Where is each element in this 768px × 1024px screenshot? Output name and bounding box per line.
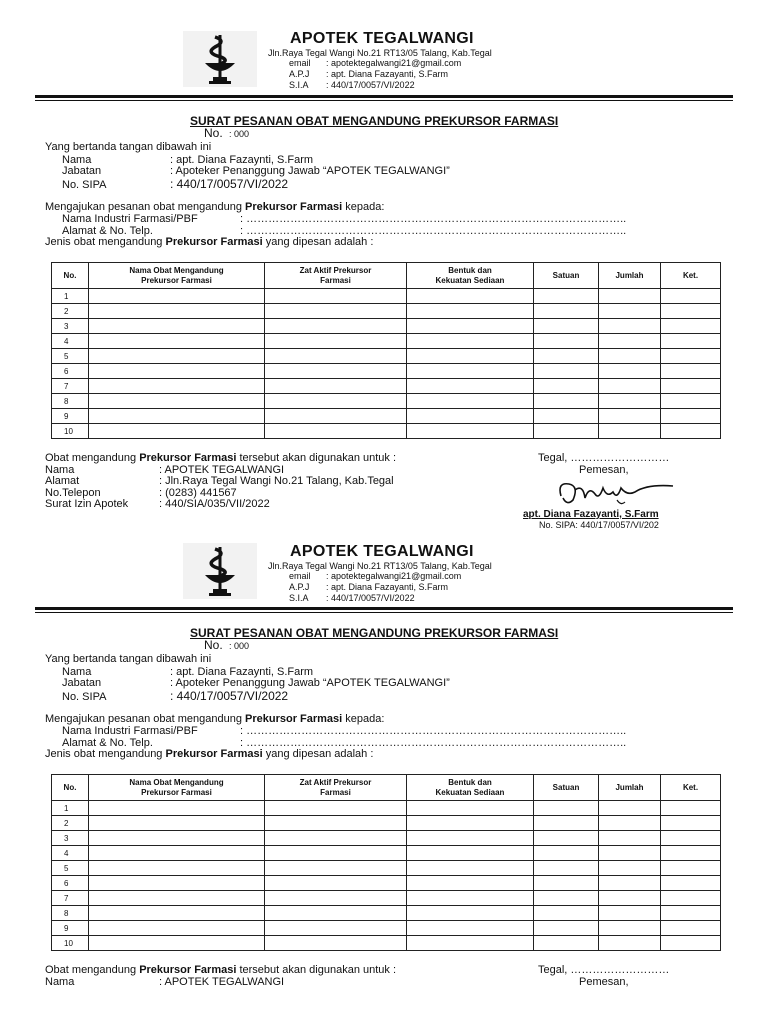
apj-label: A.P.J — [289, 69, 310, 79]
table-cell — [534, 801, 599, 816]
column-header: Jumlah — [599, 263, 661, 289]
table-cell — [265, 876, 407, 891]
alamat-label: Alamat & No. Telp. — [62, 737, 153, 749]
pharmacy-name: APOTEK TEGALWANGI — [290, 543, 474, 560]
row-number: 3 — [52, 831, 89, 846]
table-cell — [407, 831, 534, 846]
table-cell — [599, 319, 661, 334]
row-number: 7 — [52, 891, 89, 906]
footer-telepon-label: No.Telepon — [45, 487, 101, 499]
footer-izin-label: Surat Izin Apotek — [45, 498, 129, 510]
table-cell — [661, 906, 721, 921]
table-cell — [89, 394, 265, 409]
table-cell — [599, 891, 661, 906]
table-cell — [265, 379, 407, 394]
table-row — [52, 846, 721, 861]
table-cell — [534, 424, 599, 439]
table-cell — [661, 921, 721, 936]
email-value: : apotektegalwangi21@gmail.com — [326, 571, 462, 581]
request-text: Mengajukan pesanan obat mengandung Prekursor Farmasi kepada: — [45, 201, 385, 213]
table-cell — [89, 304, 265, 319]
table-cell — [265, 289, 407, 304]
table-row — [52, 424, 721, 439]
table-cell — [599, 921, 661, 936]
header-divider — [35, 607, 733, 610]
column-header: Satuan — [534, 263, 599, 289]
row-number: 8 — [52, 394, 89, 409]
sia-label: S.I.A — [289, 80, 309, 90]
order-items-table — [51, 774, 721, 951]
table-row — [52, 289, 721, 304]
table-cell — [407, 379, 534, 394]
table-cell — [661, 876, 721, 891]
pharmacy-address: Jln.Raya Tegal Wangi No.21 RT13/05 Talang, Kab.Tegal — [268, 48, 492, 58]
table-cell — [599, 861, 661, 876]
nama-value: : apt. Diana Fazaynti, S.Farm — [170, 154, 314, 166]
column-header: Zat Aktif Prekursor Farmasi — [265, 263, 407, 289]
row-number: 5 — [52, 861, 89, 876]
table-cell — [599, 409, 661, 424]
table-cell — [265, 906, 407, 921]
table-header-row — [52, 775, 721, 801]
usage-text: Obat mengandung Prekursor Farmasi tersebut akan digunakan untuk : — [45, 452, 397, 464]
table-row — [52, 394, 721, 409]
row-number: 2 — [52, 304, 89, 319]
table-cell — [265, 394, 407, 409]
table-cell — [265, 304, 407, 319]
row-number: 9 — [52, 921, 89, 936]
alamat-value: : ………………………………………………………………………………………….. — [240, 225, 627, 237]
table-cell — [534, 921, 599, 936]
table-cell — [265, 801, 407, 816]
table-cell — [407, 906, 534, 921]
table-cell — [534, 304, 599, 319]
footer-nama-label: Nama — [45, 976, 75, 988]
table-cell — [89, 936, 265, 951]
table-cell — [661, 334, 721, 349]
table-row — [52, 921, 721, 936]
row-number: 7 — [52, 379, 89, 394]
row-number: 10 — [52, 424, 89, 439]
table-cell — [599, 906, 661, 921]
row-number: 4 — [52, 846, 89, 861]
table-cell — [599, 816, 661, 831]
table-row — [52, 349, 721, 364]
document-title: SURAT PESANAN OBAT MENGANDUNG PREKURSOR FARMASI — [190, 114, 559, 128]
pharmacy-name: APOTEK TEGALWANGI — [290, 30, 474, 47]
table-row — [52, 304, 721, 319]
table-cell — [534, 891, 599, 906]
signer-sipa: No. SIPA: 440/17/0057/VI/202 — [539, 520, 659, 530]
table-cell — [89, 906, 265, 921]
table-cell — [599, 379, 661, 394]
table-cell — [534, 876, 599, 891]
table-cell — [534, 289, 599, 304]
table-cell — [89, 891, 265, 906]
table-cell — [89, 349, 265, 364]
table-cell — [534, 334, 599, 349]
table-cell — [661, 289, 721, 304]
table-cell — [534, 409, 599, 424]
table-cell — [534, 394, 599, 409]
row-number: 2 — [52, 816, 89, 831]
row-number: 4 — [52, 334, 89, 349]
table-cell — [599, 846, 661, 861]
table-cell — [599, 831, 661, 846]
table-cell — [534, 831, 599, 846]
jabatan-label: Jabatan — [62, 677, 102, 689]
column-header: Bentuk dan Kekuatan Sediaan — [407, 263, 534, 289]
jabatan-value: : Apoteker Penanggung Jawab “APOTEK TEGALWANGI” — [170, 677, 450, 689]
table-row — [52, 409, 721, 424]
table-cell — [265, 349, 407, 364]
tegal-date: Tegal, ……………………… — [538, 452, 670, 464]
table-cell — [661, 349, 721, 364]
table-cell — [407, 876, 534, 891]
table-cell — [534, 846, 599, 861]
column-header: No. — [52, 775, 89, 801]
table-cell — [89, 876, 265, 891]
usage-text: Obat mengandung Prekursor Farmasi tersebut akan digunakan untuk : — [45, 964, 397, 976]
order-form-2 — [0, 512, 768, 1024]
table-cell — [265, 319, 407, 334]
table-row — [52, 379, 721, 394]
pharmacy-logo — [183, 31, 257, 87]
column-header: Ket. — [661, 263, 721, 289]
footer-alamat-value: : Jln.Raya Tegal Wangi No.21 Talang, Kab.Tegal — [159, 475, 394, 487]
table-cell — [89, 801, 265, 816]
table-header-row — [52, 263, 721, 289]
table-cell — [661, 304, 721, 319]
nama-value: : apt. Diana Fazaynti, S.Farm — [170, 666, 314, 678]
table-cell — [407, 319, 534, 334]
pemesan-label: Pemesan, — [579, 464, 629, 476]
column-header: Zat Aktif Prekursor Farmasi — [265, 775, 407, 801]
table-row — [52, 816, 721, 831]
table-cell — [661, 816, 721, 831]
table-cell — [599, 304, 661, 319]
table-cell — [265, 846, 407, 861]
sia-value: : 440/17/0057/VI/2022 — [326, 80, 415, 90]
table-row — [52, 861, 721, 876]
table-cell — [265, 831, 407, 846]
table-row — [52, 831, 721, 846]
column-header: Satuan — [534, 775, 599, 801]
table-cell — [534, 906, 599, 921]
request-text: Mengajukan pesanan obat mengandung Prekursor Farmasi kepada: — [45, 713, 385, 725]
bowl-of-hygieia-icon — [183, 31, 257, 87]
industri-value: : ………………………………………………………………………………………….. — [240, 725, 627, 737]
table-cell — [407, 846, 534, 861]
table-body — [52, 801, 721, 951]
column-header: Nama Obat Mengandung Prekursor Farmasi — [89, 263, 265, 289]
column-header: No. — [52, 263, 89, 289]
tegal-date: Tegal, ……………………… — [538, 964, 670, 976]
table-row — [52, 906, 721, 921]
table-cell — [89, 921, 265, 936]
table-cell — [534, 861, 599, 876]
table-cell — [407, 424, 534, 439]
order-number-value: : 000 — [229, 641, 250, 651]
table-cell — [407, 936, 534, 951]
pharmacy-address: Jln.Raya Tegal Wangi No.21 RT13/05 Talang, Kab.Tegal — [268, 561, 492, 571]
table-cell — [89, 409, 265, 424]
document-title: SURAT PESANAN OBAT MENGANDUNG PREKURSOR FARMASI — [190, 626, 559, 640]
industri-value: : ………………………………………………………………………………………….. — [240, 213, 627, 225]
header-divider — [35, 95, 733, 98]
header-divider-thin — [35, 100, 733, 101]
table-row — [52, 801, 721, 816]
table-cell — [661, 891, 721, 906]
table-cell — [661, 831, 721, 846]
email-value: : apotektegalwangi21@gmail.com — [326, 58, 462, 68]
sia-value: : 440/17/0057/VI/2022 — [326, 593, 415, 603]
sipa-label: No. SIPA — [62, 179, 107, 191]
row-number: 10 — [52, 936, 89, 951]
table-cell — [599, 394, 661, 409]
footer-nama-value: : APOTEK TEGALWANGI — [159, 976, 285, 988]
column-header: Ket. — [661, 775, 721, 801]
table-cell — [89, 319, 265, 334]
table-cell — [534, 349, 599, 364]
table-cell — [265, 861, 407, 876]
row-number: 6 — [52, 876, 89, 891]
row-number: 6 — [52, 364, 89, 379]
footer-alamat-label: Alamat — [45, 475, 80, 487]
row-number: 3 — [52, 319, 89, 334]
table-cell — [89, 846, 265, 861]
sia-label: S.I.A — [289, 593, 309, 603]
table-cell — [89, 424, 265, 439]
table-cell — [89, 861, 265, 876]
row-number: 1 — [52, 289, 89, 304]
apj-value: : apt. Diana Fazayanti, S.Farm — [326, 582, 449, 592]
sipa-label: No. SIPA — [62, 691, 107, 703]
jabatan-label: Jabatan — [62, 165, 102, 177]
intro-text: Yang bertanda tangan dibawah ini — [45, 141, 212, 153]
table-row — [52, 891, 721, 906]
table-cell — [89, 289, 265, 304]
table-cell — [661, 379, 721, 394]
table-cell — [407, 289, 534, 304]
table-cell — [407, 304, 534, 319]
table-cell — [407, 801, 534, 816]
table-row — [52, 364, 721, 379]
row-number: 8 — [52, 906, 89, 921]
table-row — [52, 319, 721, 334]
table-cell — [265, 816, 407, 831]
table-row — [52, 334, 721, 349]
table-cell — [265, 409, 407, 424]
table-cell — [661, 409, 721, 424]
column-header: Bentuk dan Kekuatan Sediaan — [407, 775, 534, 801]
table-body — [52, 289, 721, 439]
nama-label: Nama — [62, 154, 92, 166]
nama-label: Nama — [62, 666, 92, 678]
intro-text: Yang bertanda tangan dibawah ini — [45, 653, 212, 665]
footer-telepon-value: : (0283) 441567 — [159, 487, 237, 499]
column-header: Nama Obat Mengandung Prekursor Farmasi — [89, 775, 265, 801]
table-cell — [599, 334, 661, 349]
footer-nama-value: : APOTEK TEGALWANGI — [159, 464, 285, 476]
table-cell — [407, 921, 534, 936]
order-items-table — [51, 262, 721, 439]
table-row — [52, 936, 721, 951]
industri-label: Nama Industri Farmasi/PBF — [62, 725, 198, 737]
table-cell — [661, 424, 721, 439]
jenis-text: Jenis obat mengandung Prekursor Farmasi yang dipesan adalah : — [45, 748, 374, 760]
table-cell — [599, 424, 661, 439]
email-label: email — [289, 58, 311, 68]
alamat-value: : ………………………………………………………………………………………….. — [240, 737, 627, 749]
row-number: 5 — [52, 349, 89, 364]
jenis-text: Jenis obat mengandung Prekursor Farmasi yang dipesan adalah : — [45, 236, 374, 248]
table-cell — [599, 801, 661, 816]
table-cell — [89, 379, 265, 394]
table-cell — [534, 364, 599, 379]
footer-nama-label: Nama — [45, 464, 75, 476]
table-cell — [265, 334, 407, 349]
table-cell — [89, 831, 265, 846]
table-cell — [89, 364, 265, 379]
table-cell — [599, 364, 661, 379]
signer-name: apt. Diana Fazayanti, S.Farm — [523, 509, 659, 520]
apj-label: A.P.J — [289, 582, 310, 592]
table-cell — [265, 936, 407, 951]
table-cell — [661, 394, 721, 409]
table-cell — [265, 424, 407, 439]
table-cell — [265, 921, 407, 936]
table-cell — [407, 349, 534, 364]
table-cell — [661, 801, 721, 816]
header-divider-thin — [35, 612, 733, 613]
table-cell — [265, 364, 407, 379]
bowl-of-hygieia-icon — [183, 543, 257, 599]
jabatan-value: : Apoteker Penanggung Jawab “APOTEK TEGALWANGI” — [170, 165, 450, 177]
apj-value: : apt. Diana Fazayanti, S.Farm — [326, 69, 449, 79]
industri-label: Nama Industri Farmasi/PBF — [62, 213, 198, 225]
table-cell — [534, 379, 599, 394]
table-cell — [407, 409, 534, 424]
table-cell — [407, 816, 534, 831]
table-cell — [534, 816, 599, 831]
order-number-label: No. — [204, 126, 223, 140]
table-cell — [89, 816, 265, 831]
table-cell — [599, 876, 661, 891]
table-cell — [661, 319, 721, 334]
table-cell — [265, 891, 407, 906]
table-cell — [661, 846, 721, 861]
column-header: Jumlah — [599, 775, 661, 801]
table-cell — [407, 364, 534, 379]
table-cell — [661, 364, 721, 379]
footer-izin-value: : 440/SIA/035/VII/2022 — [159, 498, 270, 510]
table-cell — [89, 334, 265, 349]
table-cell — [534, 319, 599, 334]
alamat-label: Alamat & No. Telp. — [62, 225, 153, 237]
signature-image — [555, 474, 680, 508]
row-number: 1 — [52, 801, 89, 816]
sipa-value: : 440/17/0057/VI/2022 — [170, 689, 289, 703]
sipa-value: : 440/17/0057/VI/2022 — [170, 177, 289, 191]
table-cell — [407, 334, 534, 349]
table-cell — [407, 394, 534, 409]
email-label: email — [289, 571, 311, 581]
table-cell — [599, 349, 661, 364]
table-cell — [599, 936, 661, 951]
order-number-value: : 000 — [229, 129, 250, 139]
row-number: 9 — [52, 409, 89, 424]
order-number-label: No. — [204, 638, 223, 652]
table-cell — [534, 936, 599, 951]
table-row — [52, 876, 721, 891]
table-cell — [661, 861, 721, 876]
table-cell — [407, 891, 534, 906]
table-cell — [661, 936, 721, 951]
table-cell — [599, 289, 661, 304]
pemesan-label: Pemesan, — [579, 976, 629, 988]
table-cell — [407, 861, 534, 876]
pharmacy-logo — [183, 543, 257, 599]
